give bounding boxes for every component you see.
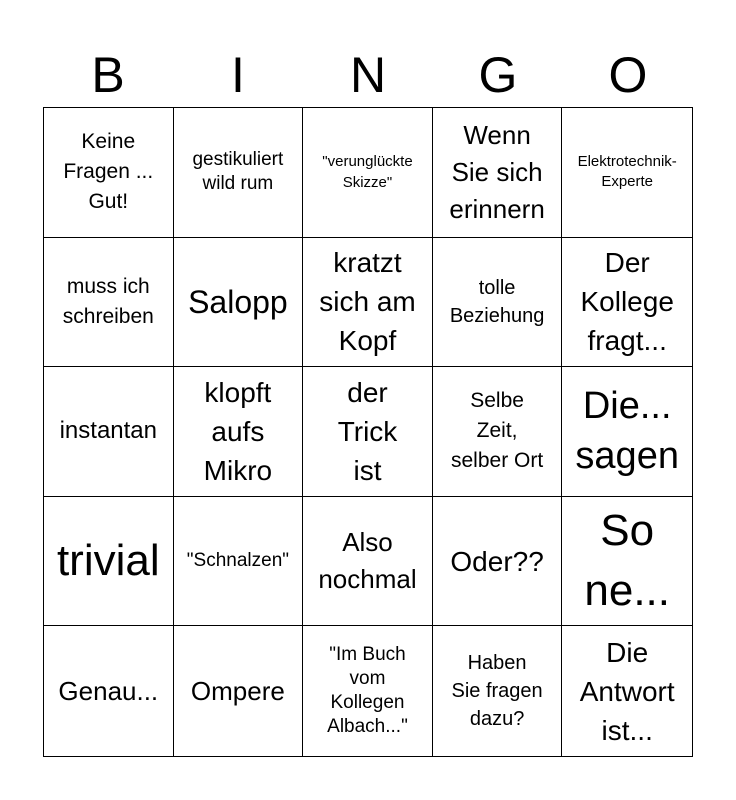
cell-text: "verunglückte Skizze" — [322, 153, 413, 192]
bingo-cell[interactable] — [303, 497, 433, 627]
bingo-cell[interactable] — [303, 626, 433, 756]
bingo-cell[interactable] — [562, 238, 692, 368]
cell-text: Der Kollege fragt... — [580, 247, 674, 357]
cell-text: Selbe Zeit, selber Ort — [450, 389, 544, 473]
cell-text: "Im Buch vom Kollegen Albach..." — [327, 644, 408, 738]
bingo-grid — [43, 107, 693, 757]
cell-text: Haben Sie fragen dazu? — [451, 652, 543, 731]
bingo-cell[interactable] — [303, 367, 433, 497]
bingo-cell[interactable] — [44, 238, 174, 368]
cell-text: So ne... — [584, 506, 670, 616]
cell-text: Wenn Sie sich erinnern — [449, 119, 545, 224]
cell-text: Also nochmal — [318, 527, 417, 595]
header-letter-i: I — [231, 47, 245, 103]
bingo-cell[interactable] — [174, 626, 304, 756]
bingo-cell[interactable] — [562, 108, 692, 238]
cell-text: Die... sagen — [575, 385, 679, 478]
bingo-cell[interactable] — [174, 497, 304, 627]
cell-text: klopft aufs Mikro — [203, 376, 273, 486]
cell-text: kratzt sich am Kopf — [319, 247, 416, 357]
cell-text: Elektrotechnik- Experte — [577, 153, 677, 191]
bingo-cell[interactable] — [44, 497, 174, 627]
cell-text: muss ich schreiben — [62, 274, 154, 328]
bingo-cell[interactable] — [174, 238, 304, 368]
cell-text: "Schnalzen" — [186, 550, 289, 572]
bingo-cell[interactable] — [433, 497, 563, 627]
bingo-cell[interactable] — [44, 108, 174, 238]
cell-text: gestikuliert wild rum — [192, 149, 284, 195]
cell-text: Ompere — [190, 675, 285, 706]
bingo-cell[interactable] — [44, 626, 174, 756]
bingo-cell[interactable] — [562, 497, 692, 627]
bingo-cell[interactable] — [44, 367, 174, 497]
bingo-cell[interactable] — [303, 108, 433, 238]
bingo-cell[interactable] — [174, 367, 304, 497]
bingo-cell[interactable] — [174, 108, 304, 238]
cell-text: Keine Fragen ... Gut! — [63, 130, 154, 214]
header-letter-n: N — [349, 47, 387, 103]
bingo-cell[interactable] — [562, 626, 692, 756]
header-letter-g: G — [478, 47, 518, 103]
cell-text: instantan — [59, 417, 157, 445]
cell-text: Salopp — [188, 283, 288, 320]
bingo-cell[interactable] — [433, 626, 563, 756]
bingo-cell[interactable] — [433, 108, 563, 238]
cell-text: Die Antwort ist... — [579, 636, 675, 746]
cell-text: Oder?? — [450, 545, 544, 577]
cell-text: tolle Beziehung — [449, 276, 545, 327]
cell-text: trivial — [56, 536, 160, 586]
bingo-cell[interactable] — [433, 367, 563, 497]
bingo-cell[interactable] — [303, 238, 433, 368]
bingo-cell[interactable] — [433, 238, 563, 368]
cell-text: Genau... — [58, 675, 159, 706]
bingo-cell[interactable] — [562, 367, 692, 497]
header-letter-o: O — [608, 47, 648, 103]
cell-text: der Trick ist — [337, 376, 398, 486]
header-letter-b: B — [91, 47, 125, 103]
bingo-header — [43, 42, 693, 108]
